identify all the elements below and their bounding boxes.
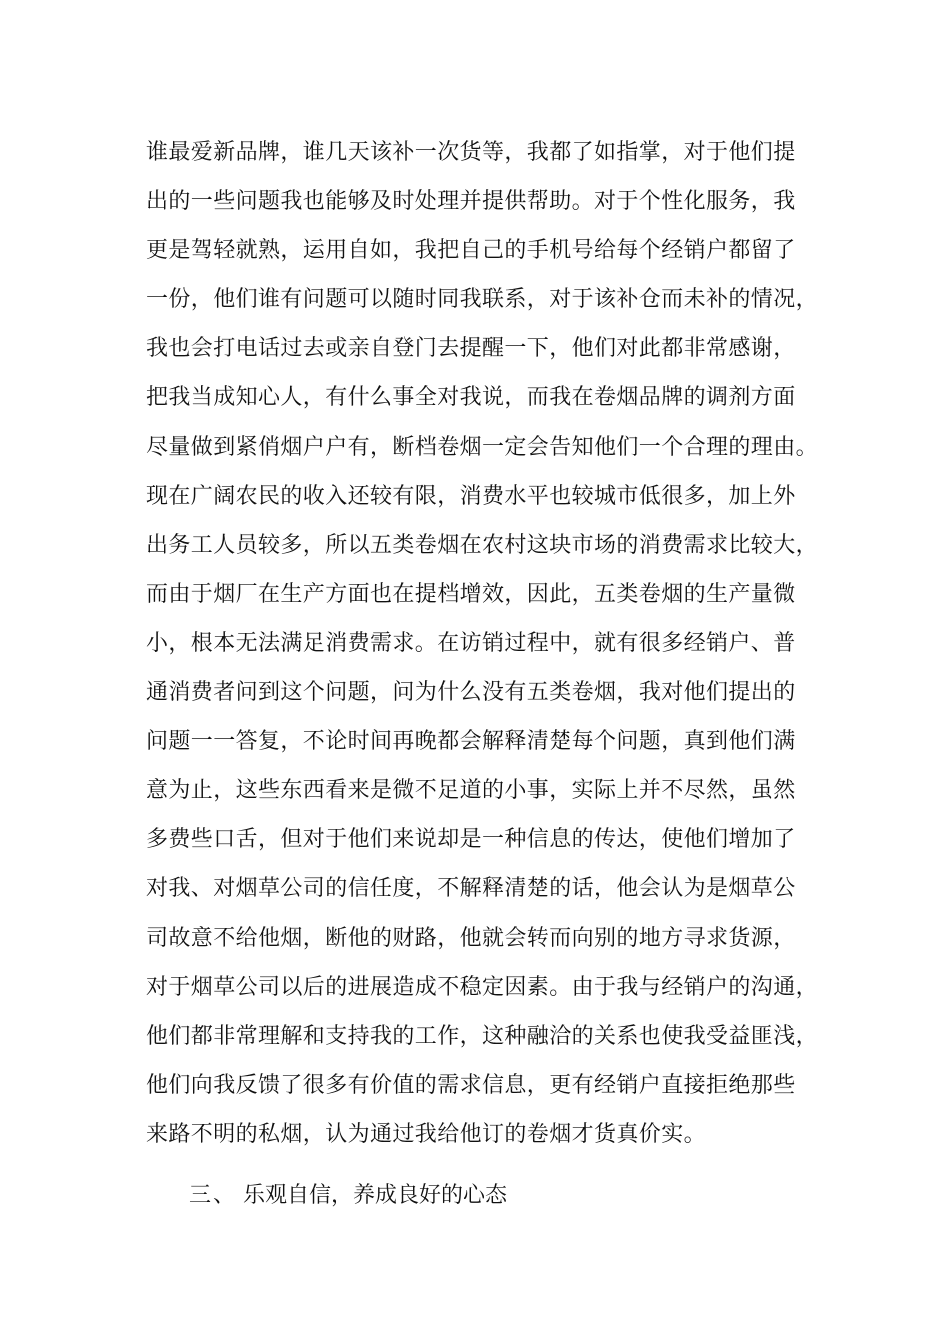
body-paragraph — [146, 128, 846, 1159]
paragraph-line: 对于烟草公司以后的进展造成不稳定因素。由于我与经销户的沟通， — [146, 974, 819, 1000]
paragraph-line: 来路不明的私烟，认为通过我给他订的卷烟才货真价实。 — [146, 1121, 707, 1147]
paragraph-line: 对我、对烟草公司的信任度，不解释清楚的话，他会认为是烟草公 — [146, 876, 796, 902]
paragraph-line: 多费些口舌，但对于他们来说却是一种信息的传达，使他们增加了 — [146, 827, 796, 853]
paragraph-line: 我也会打电话过去或亲自登门去提醒一下，他们对此都非常感谢， — [146, 336, 796, 362]
paragraph-line: 一份，他们谁有问题可以随时同我联系，对于该补仓而未补的情况， — [146, 287, 819, 313]
section-title: 乐观自信，养成良好的心态 — [243, 1183, 508, 1208]
paragraph-line: 现在广阔农民的收入还较有限，消费水平也较城市低很多，加上外 — [146, 483, 796, 509]
paragraph-line: 他们向我反馈了很多有价值的需求信息，更有经销户直接拒绝那些 — [146, 1072, 796, 1098]
paragraph-line: 把我当成知心人，有什么事全对我说，而我在卷烟品牌的调剂方面 — [146, 385, 796, 411]
paragraph-line: 出的一些问题我也能够及时处理并提供帮助。对于个性化服务，我 — [146, 189, 796, 215]
paragraph-line: 意为止，这些东西看来是微不足道的小事，实际上并不尽然，虽然 — [146, 778, 796, 804]
paragraph-line: 通消费者问到这个问题，问为什么没有五类卷烟，我对他们提出的 — [146, 680, 796, 706]
paragraph-line: 更是驾轻就熟，运用自如，我把自己的手机号给每个经销户都留了 — [146, 238, 796, 264]
paragraph-line: 谁最爱新品牌，谁几天该补一次货等，我都了如指掌，对于他们提 — [146, 140, 796, 165]
paragraph-line: 司故意不给他烟，断他的财路，他就会转而向别的地方寻求货源， — [146, 925, 796, 951]
paragraph-line: 尽量做到紧俏烟户户有，断档卷烟一定会告知他们一个合理的理由。 — [146, 434, 819, 460]
section-heading — [189, 1174, 507, 1218]
paragraph-line: 问题一一答复，不论时间再晚都会解释清楚每个问题，真到他们满 — [146, 729, 796, 755]
paragraph-line: 小，根本无法满足消费需求。在访销过程中，就有很多经销户、普 — [146, 630, 796, 656]
section-number: 三、 — [189, 1183, 238, 1208]
paragraph-line: 而由于烟厂在生产方面也在提档增效，因此，五类卷烟的生产量微 — [146, 581, 796, 607]
paragraph-line: 他们都非常理解和支持我的工作，这种融洽的关系也使我受益匪浅， — [146, 1023, 819, 1049]
paragraph-line: 出务工人员较多，所以五类卷烟在农村这块市场的消费需求比较大， — [146, 532, 819, 558]
